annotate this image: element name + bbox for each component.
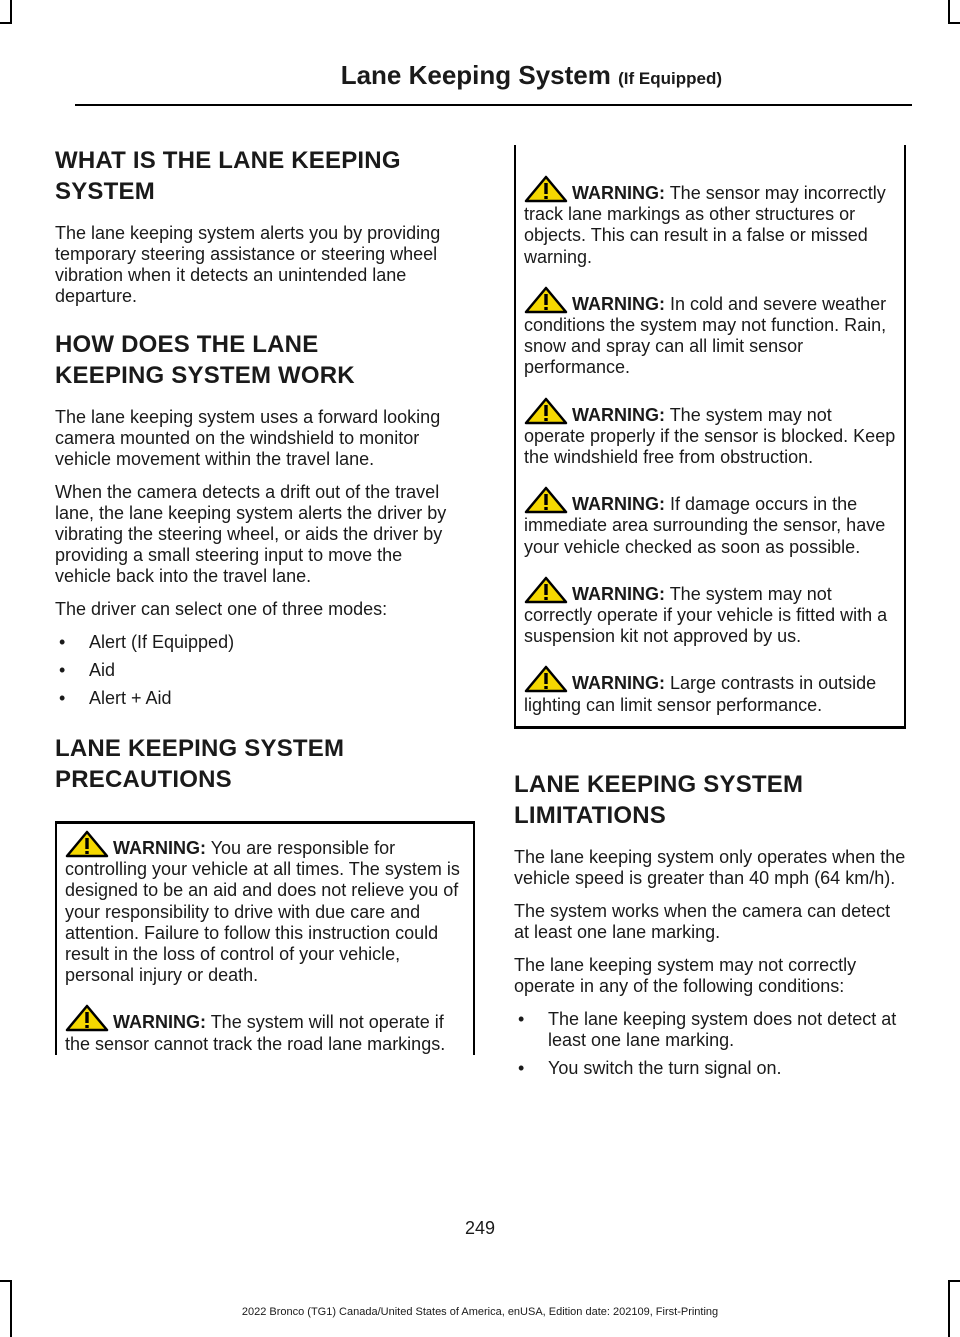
crop-mark bbox=[0, 22, 12, 24]
paragraph: When the camera detects a drift out of the travel lane, the lane keeping system alerts the driver by vibrating the steering wheel, or aids the driver by providing a small steering input to move the vehicle back into the travel lane. bbox=[55, 482, 447, 586]
crop-mark bbox=[948, 0, 950, 22]
section-heading-precautions: LANE KEEPING SYSTEM PRECAUTIONS bbox=[55, 735, 345, 793]
warning-triangle-icon bbox=[524, 397, 568, 425]
warning-triangle-icon bbox=[524, 486, 568, 514]
warning: WARNING: Large contrasts in outside lighting can limit sensor performance. bbox=[524, 665, 896, 715]
warning: WARNING: In cold and severe weather conditions the system may not function. Rain, snow and spray can all limit sensor performance. bbox=[524, 286, 896, 379]
crop-mark bbox=[10, 0, 12, 22]
list-item: • Alert (If Equipped) bbox=[59, 632, 235, 652]
crop-mark bbox=[948, 22, 960, 24]
footer-edition: 2022 Bronco (TG1) Canada/United States of America, enUSA, Edition date: 202109, First-Printing bbox=[241, 1306, 719, 1318]
paragraph: The lane keeping system only operates when the vehicle speed is greater than 40 mph (64 km/h). bbox=[514, 846, 906, 888]
conditions-list bbox=[514, 1009, 906, 1079]
warning: WARNING: The system will not operate if the sensor cannot track the road lane markings. bbox=[65, 1004, 465, 1054]
warning-triangle-icon bbox=[524, 665, 568, 693]
section-heading-what-is: WHAT IS THE LANE KEEPING SYSTEM bbox=[55, 147, 401, 205]
crop-mark bbox=[948, 1280, 960, 1282]
warning-box bbox=[55, 821, 475, 1055]
warning-triangle-icon bbox=[65, 830, 109, 858]
warning: WARNING: The system may not operate properly if the sensor is blocked. Keep the windshield free from obstruction. bbox=[524, 397, 896, 469]
warning-triangle-icon bbox=[524, 576, 568, 604]
list-item: • You switch the turn signal on. bbox=[518, 1057, 782, 1078]
warning: WARNING: If damage occurs in the immediate area surrounding the sensor, have your vehicle checked as soon as possible. bbox=[524, 486, 896, 558]
page-header bbox=[341, 60, 722, 91]
warning-triangle-icon bbox=[524, 175, 568, 203]
paragraph: The system works when the camera can detect at least one lane marking. bbox=[514, 900, 891, 942]
right-column bbox=[514, 145, 906, 1103]
warning: WARNING: The system may not correctly operate if your vehicle is fitted with a suspension kit not approved by us. bbox=[524, 576, 896, 648]
left-column bbox=[55, 145, 460, 1059]
paragraph: The lane keeping system uses a forward looking camera mounted on the windshield to monitor vehicle movement within the travel lane. bbox=[55, 407, 441, 469]
section-heading-how-does: HOW DOES THE LANE KEEPING SYSTEM WORK bbox=[55, 331, 355, 389]
paragraph: The driver can select one of three modes: bbox=[55, 599, 388, 619]
list-item: • Alert + Aid bbox=[59, 688, 172, 708]
header-title: Lane Keeping System bbox=[340, 60, 611, 90]
list-item: • The lane keeping system does not detect at least one lane marking. bbox=[518, 1008, 897, 1050]
page-number: 249 bbox=[464, 1218, 496, 1238]
warning: WARNING: The sensor may incorrectly track lane markings as other structures or objects. This can result in a false or missed warning. bbox=[524, 175, 896, 268]
warning-triangle-icon bbox=[524, 286, 568, 314]
warning-box bbox=[514, 145, 906, 729]
list-item: • Aid bbox=[59, 660, 116, 680]
paragraph: The lane keeping system alerts you by providing temporary steering assistance or steering wheel vibration when it detects an unintended lane departure. bbox=[55, 223, 441, 306]
section-heading-limitations: LANE KEEPING SYSTEM LIMITATIONS bbox=[514, 770, 804, 829]
header-divider bbox=[75, 104, 912, 106]
header-subtitle: (If Equipped) bbox=[618, 69, 722, 88]
paragraph: The lane keeping system may not correctly operate in any of the following conditions: bbox=[514, 954, 857, 996]
crop-mark bbox=[0, 1280, 12, 1282]
modes-list bbox=[55, 632, 455, 709]
warning-triangle-icon bbox=[65, 1004, 109, 1032]
warning: WARNING: You are responsible for controlling your vehicle at all times. The system is designed to be an aid and does not relieve you of your responsibility to drive with due care and attention. Failure to follow this instruction could result in the loss of control of your vehicle, personal injury or death. bbox=[65, 830, 465, 986]
